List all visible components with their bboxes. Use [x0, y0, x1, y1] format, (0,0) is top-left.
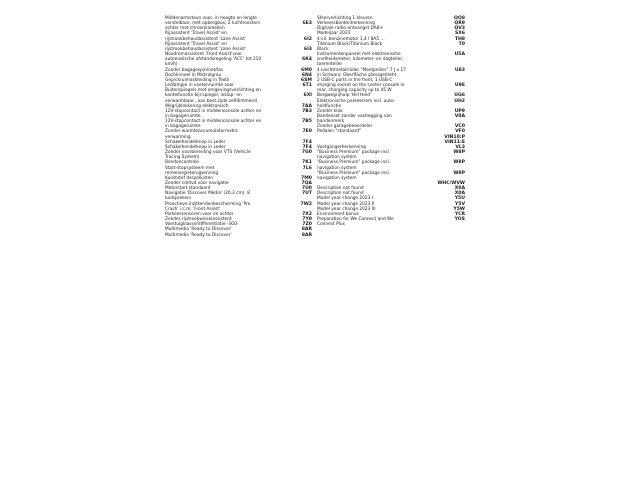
option-description: Pedalen "standaard"	[317, 129, 362, 135]
option-description: rijstrookbehoudassistent 'Lane Assist'	[165, 46, 246, 52]
option-code: 7L6	[302, 165, 312, 171]
option-description: achter met chroomlamellen	[165, 26, 225, 32]
option-description: 4 Leichtmetallräder "Montpellier" 7 J x 17	[317, 67, 406, 73]
option-description: Multimedia 'Ready to Discover'	[165, 232, 232, 238]
option-description: 2 USB-C ports in the front, 1 USB-C	[317, 77, 393, 83]
option-code: 7U0	[301, 186, 312, 192]
option-code: 7X2	[302, 211, 312, 217]
option-description: rijstrookbehoudassistent 'Lane Assist'	[165, 36, 246, 42]
option-description: Rijassistent 'Travel Assist' en	[165, 31, 227, 37]
option-description: Zonder cd/dvd voor navigatie	[165, 181, 229, 186]
option-description: 12V-stopcontact in middenconsole achter en	[165, 108, 262, 114]
option-code: SX6	[454, 31, 465, 37]
option-description: Preparation for We Connect and We	[317, 217, 394, 223]
option-description: snelheidsmeter, kilometer- en dagteller,	[317, 57, 404, 63]
option-code: U5A	[454, 52, 465, 58]
option-code: 8AR	[301, 232, 312, 238]
option-description: navigation system	[317, 175, 357, 181]
option-code: VC0	[454, 124, 465, 130]
option-description: "Business Premium" package incl.	[317, 170, 391, 176]
option-code: X0A	[454, 186, 465, 192]
option-description: Middenarmsteun voor, in hoogte en lengte	[165, 16, 257, 21]
option-description: Titanium Black/Titanium Black	[317, 41, 383, 47]
option-description: Model year change 2023 II	[317, 201, 375, 207]
option-description: Proactieve inzittendenbescherming 'Pre	[165, 201, 251, 207]
option-description: Voertuigklasse/differentiatie -3G0-	[165, 222, 239, 228]
option-code: 7F4	[302, 144, 312, 150]
option-code: U9E	[454, 83, 465, 89]
option-description: "Business Premium" package incl.	[317, 160, 391, 166]
option-description: Description not found	[317, 191, 364, 197]
option-description: Black	[317, 46, 329, 52]
option-code: QV3	[454, 26, 465, 32]
option-description: Voetgangerherkenning	[317, 144, 366, 150]
option-description: Rijassistent 'Travel Assist' en	[165, 41, 227, 47]
option-description: Navigatie 'Discover Media' (20,3 cm), 8	[165, 191, 250, 197]
option-code: YCR	[454, 211, 465, 217]
option-description: luidsprekers	[165, 196, 192, 202]
option-description: rear, charging capacity up to 45 W	[317, 88, 392, 94]
option-description: navigation system	[317, 155, 357, 161]
option-code: 7QA	[301, 181, 312, 186]
option-code: 7M0	[301, 175, 312, 181]
option-description: Buitenspiegels met omgevingsverlichting en	[165, 88, 261, 94]
option-code: 6I2	[303, 36, 312, 42]
option-description: Elektronische parkeerrem incl. auto-	[317, 98, 396, 104]
option-description: Digitale radio-ontvangst DAB+	[317, 26, 384, 32]
option-description: Schakelhendelknop in Leder	[165, 139, 226, 145]
option-code: UH2	[454, 98, 465, 104]
option-description: Multimedia 'Ready to Discover'	[165, 227, 232, 233]
option-code: UG6	[454, 93, 465, 99]
option-code: X0A	[454, 191, 465, 197]
option-description: kantelfunctie bijr.spiegel, inklap- en	[165, 93, 242, 99]
option-description: verstelbaar, met opbergbox; 2 luchtroosters	[165, 21, 261, 27]
option-description: in bagageruimte	[165, 113, 201, 119]
option-description: Environment bonus	[317, 211, 359, 217]
option-row	[317, 129, 465, 134]
option-description: in bagageruimte	[165, 124, 201, 130]
option-description: Bergwegrijhulp 'Hill Hold'	[317, 93, 372, 99]
options-column-left	[165, 16, 312, 238]
option-description: navigation system	[317, 165, 357, 171]
option-code: 6M0	[301, 67, 312, 73]
option-code: QR9	[454, 21, 465, 27]
option-code: 6K4	[302, 57, 312, 63]
option-description: Zonder voorbereiding voor VTS (Vehicle	[165, 150, 251, 156]
option-description: 4-cil. benzinemotor 1,4 l 8A5 ...	[317, 36, 385, 42]
option-code: 7B5	[302, 119, 312, 125]
option-code: 7AA	[301, 103, 312, 109]
option-description: Zonder klok	[317, 108, 343, 114]
option-description: charging socket on the center console in	[317, 83, 405, 89]
option-code: 7W2	[300, 201, 312, 207]
option-code: 7K1	[302, 160, 312, 166]
option-code: V0A	[454, 113, 465, 119]
option-description: Model year change 2023 I	[317, 196, 373, 202]
option-code: 6T1	[302, 83, 312, 89]
option-code: VL3	[455, 144, 465, 150]
option-description: Kunststof dorpellijsten	[165, 175, 213, 181]
option-description: holdfunctie	[317, 103, 342, 109]
option-description: bandenmerk	[317, 119, 345, 125]
option-code: Y5U	[454, 196, 465, 202]
option-code: 7F4	[302, 139, 312, 145]
option-code: VIN11:E	[444, 139, 465, 145]
option-code: 7Y0	[302, 217, 312, 223]
option-description: Ledlampje in voetenruimte voor	[165, 83, 234, 89]
option-description: Bandencontrole	[165, 160, 199, 166]
option-description: toerenteller	[317, 62, 343, 68]
option-description: Tracing System)	[165, 155, 200, 161]
option-code: 7UT	[301, 191, 312, 197]
option-code: 6N4	[301, 72, 312, 78]
option-code: UP9	[454, 108, 465, 114]
option-code: WHC/WVW	[437, 181, 465, 186]
option-code: W8P	[453, 150, 465, 156]
option-description: in Schwarz, Oberfläche glanzgedreht	[317, 72, 397, 78]
option-code: YOS	[454, 217, 465, 223]
option-description: Model year change 2023 III	[317, 206, 376, 212]
option-description: Motorstart standaard	[165, 186, 211, 192]
option-description: Parkeersensoren voor en achter	[165, 211, 234, 217]
option-description: "Business Premium" package incl.	[317, 150, 391, 156]
option-code: 6I3	[303, 46, 312, 52]
option-row	[165, 233, 312, 238]
options-column-right	[317, 16, 465, 227]
option-description: Start-stopsysteem met	[165, 165, 215, 171]
option-code: 8AR	[301, 227, 312, 233]
option-description: Wegrijblokkering elektronisch	[165, 103, 229, 109]
option-code: T0	[458, 41, 465, 47]
option-code: Y5W	[453, 206, 465, 212]
option-description: Crash' i.c.m. 'Front Assist'	[165, 206, 221, 212]
option-description: Connect Plus	[317, 222, 345, 228]
option-code: 6XI	[303, 93, 312, 99]
option-description: verwarmbaar., aan best.zijde zelfdimmend	[165, 98, 257, 104]
option-description: remenergieterugwinning	[165, 170, 219, 176]
option-description: Bandenset zonder vastlegging van	[317, 113, 392, 119]
option-code: W8P	[453, 160, 465, 166]
option-code: 7Z0	[302, 222, 312, 228]
option-description: Zonder rijstrookwisselassistent	[165, 217, 232, 223]
option-description: Zonder warmteaccumulator/extra	[165, 129, 238, 135]
option-code: VF0	[455, 129, 465, 135]
option-description: 12V-stopcontact in middenconsole achter en	[165, 119, 262, 125]
option-code: W8P	[453, 170, 465, 176]
option-description: Zonder bagagespin/net/tas	[165, 67, 224, 73]
option-description: Schakelhendelknop in Leder	[165, 144, 226, 150]
option-description: Instrumentenpaneel met elektronische	[317, 52, 401, 58]
option-code: 7B3	[302, 108, 312, 114]
option-code: VIN10:P	[444, 134, 465, 140]
option-code: TH8	[454, 36, 465, 42]
option-code: 6E3	[302, 21, 312, 27]
option-description: Modeljaar 2023	[317, 31, 351, 37]
option-code: QQ8	[453, 16, 465, 21]
option-description: Sfeerverlichting 1 kleuren	[317, 16, 373, 21]
option-code: 7E0	[302, 129, 312, 135]
option-description: Dochlinneel in Mistralgrau	[165, 72, 222, 78]
option-description: Zonder garagebeoordeler	[317, 124, 373, 130]
option-description: km/h)	[165, 62, 178, 68]
option-code: Y5V	[454, 201, 465, 207]
option-row	[317, 222, 465, 227]
option-code: 6SM	[300, 77, 312, 83]
option-description: automatische afstandsregeling 'ACC' tot 210	[165, 57, 262, 63]
option-description: Noodremassistent 'Front Assist'voor	[165, 52, 243, 58]
option-description: Description not found	[317, 186, 364, 192]
option-code: 7G0	[301, 150, 312, 156]
option-description: Verkeersbordenherkenning	[317, 21, 375, 27]
option-description: verwarming	[165, 134, 191, 140]
option-code: U83	[454, 67, 465, 73]
option-description: Gep/ckruimaskleiding in Textil	[165, 77, 230, 83]
